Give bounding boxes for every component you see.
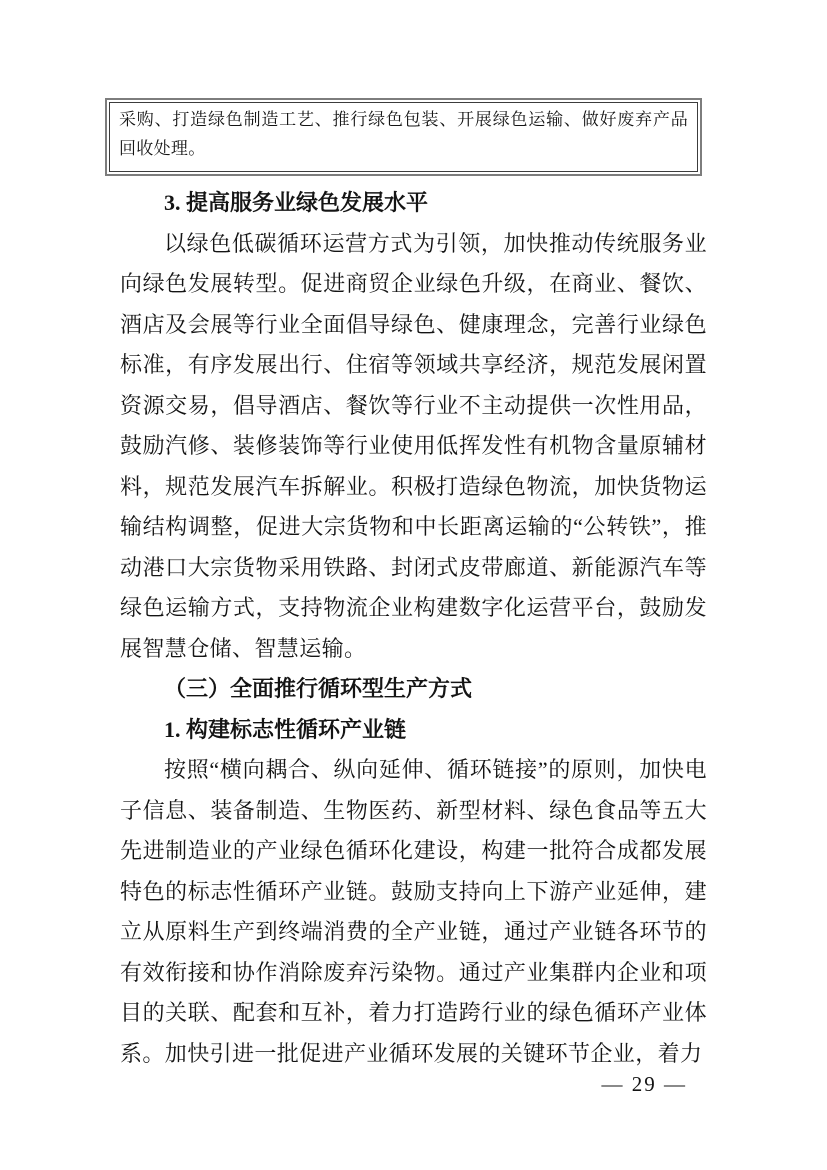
page-number: — 29 — — [601, 1072, 687, 1096]
boxed-note-text: 采购、打造绿色制造工艺、推行绿色包装、开展绿色运输、做好废弃产品回收处理。 — [119, 110, 688, 158]
heading-circular-industry-chain: 1. 构建标志性循环产业链 — [164, 716, 407, 742]
heading-section-three-circular-production: （三）全面推行循环型生产方式 — [164, 676, 473, 701]
paragraph-service-industry: 以绿色低碳循环运营方式为引领，加快推动传统服务业向绿色发展转型。促进商贸企业绿色升级，在商业、餐饮、酒店及会展等行业全面倡导绿色、健康理念，完善行业绿色标准，有序发展出行、住宿等领域共享经济，规范发展闲置资源交易，倡导酒店、餐饮等行业不主动提供一次性用品，鼓励汽修、装修装饰等行业使用低挥发性有机物含量原辅材料，规范发展汽车拆解业。积极打造绿色物流，加快货物运输结构调整，促进大宗货物和中长距离运输的“公转铁”，推动港口大宗货物采用铁路、封闭式皮带廊道、新能源汽车等绿色运输方式，支持物流企业构建数字化运营平台，鼓励发展智慧仓储、智慧运输。 — [120, 230, 707, 661]
heading-service-industry: 3. 提高服务业绿色发展水平 — [164, 190, 429, 215]
boxed-note-inner-frame — [109, 102, 698, 172]
boxed-note — [105, 98, 702, 176]
paragraph-circular-industry-chain: 按照“横向耦合、纵向延伸、循环链接”的原则，加快电子信息、装备制造、生物医药、新型材料、绿色食品等五大先进制造业的产业绿色循环化建设，构建一批符合成都发展特色的标志性循环产业链。鼓励支持向上下游产业延伸，建立从原料生产到终端消费的全产业链，通过产业链各环节的有效衔接和协作消除废弃污染物。通过产业集群内企业和项目的关联、配套和互补，着力打造跨行业的绿色循环产业体系。加快引进一批促进产业循环发展的关键环节企业，着力 — [120, 757, 707, 1066]
